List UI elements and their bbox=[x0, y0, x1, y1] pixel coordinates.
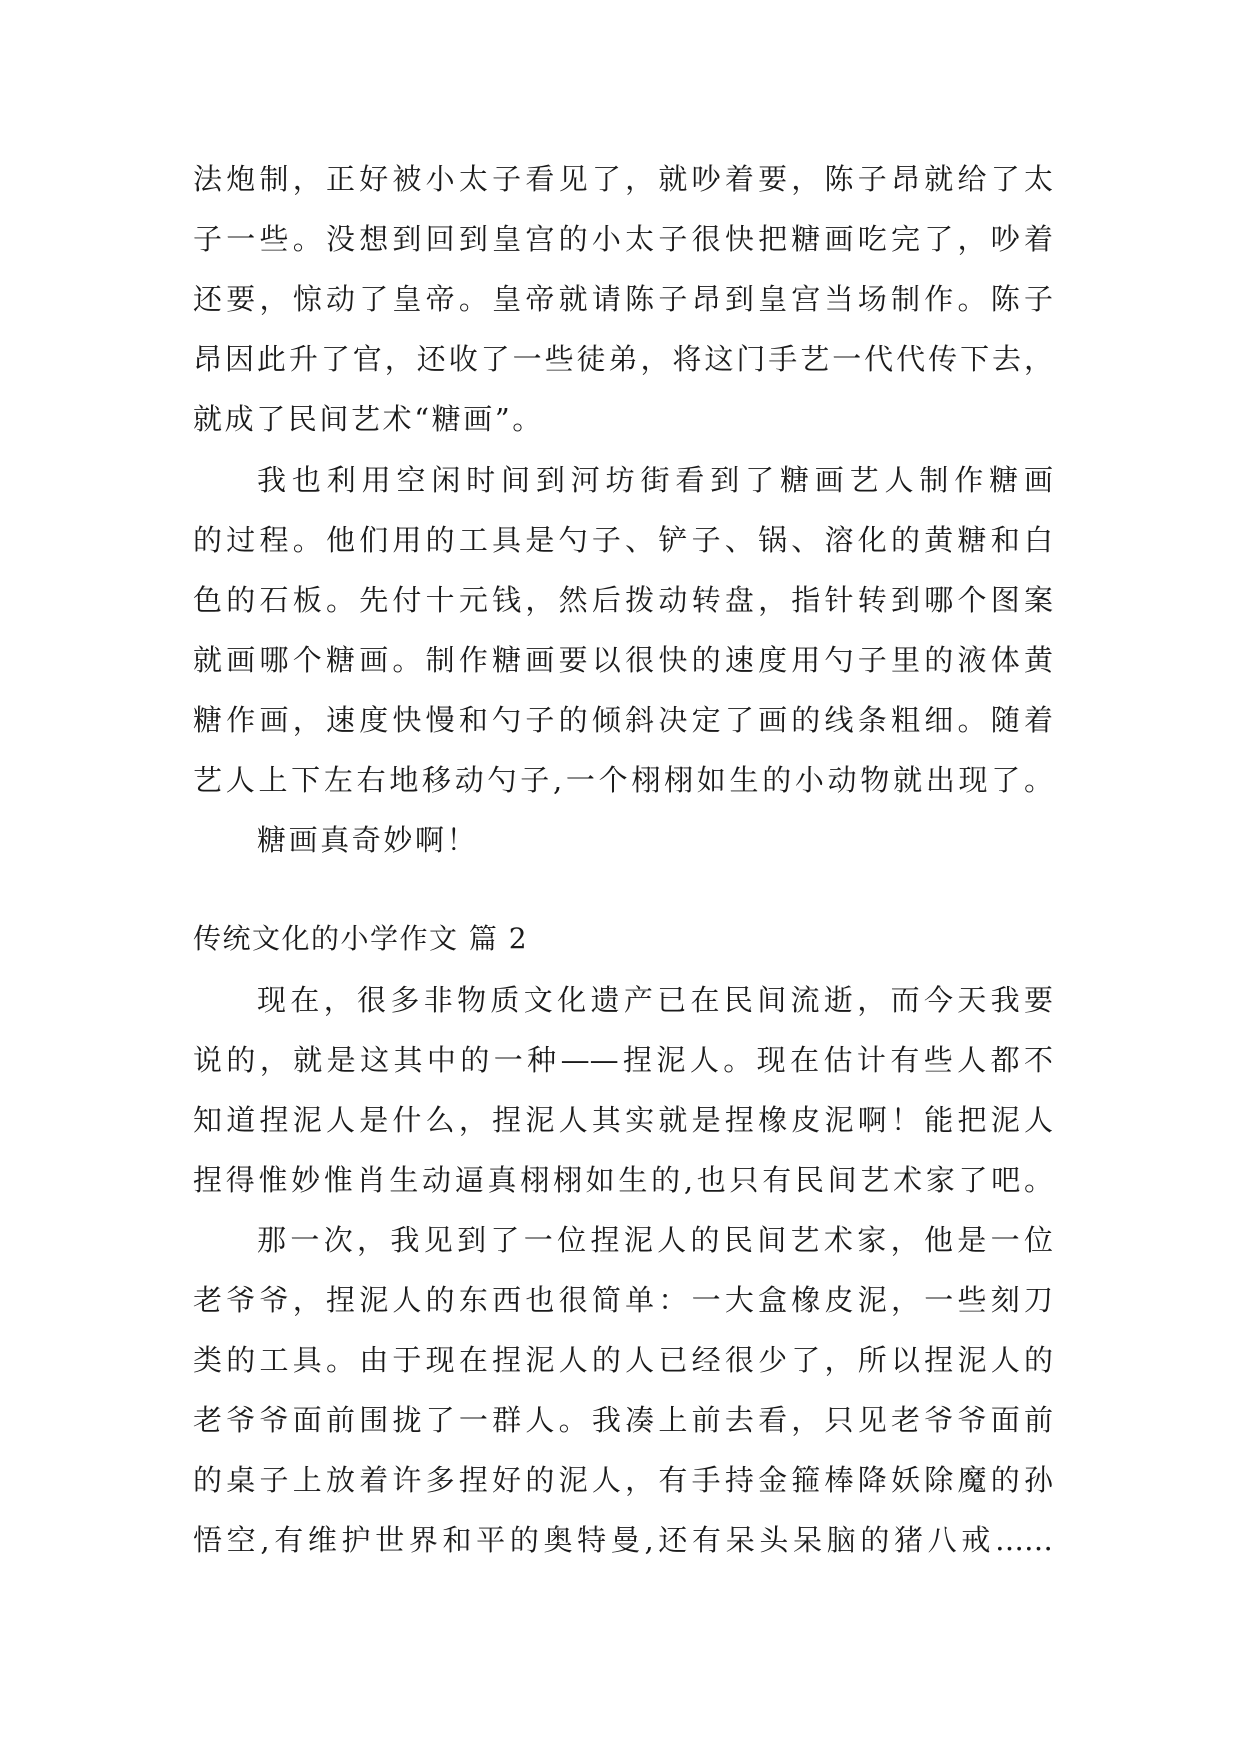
paragraph-line: 类的工具。由于现在捏泥人的人已经很少了，所以捏泥人的 bbox=[193, 1343, 1053, 1377]
paragraph-line: 的桌子上放着许多捏好的泥人，有手持金箍棒降妖除魔的孙 bbox=[193, 1463, 1053, 1497]
paragraph-line: 说的，就是这其中的一种——捏泥人。现在估计有些人都不 bbox=[193, 1043, 1053, 1077]
paragraph-line: 还要，惊动了皇帝。皇帝就请陈子昂到皇宫当场制作。陈子 bbox=[193, 282, 1053, 316]
paragraph-line: 就画哪个糖画。制作糖画要以很快的速度用勺子里的液体黄 bbox=[193, 643, 1053, 677]
paragraph-line: 老爷爷面前围拢了一群人。我凑上前去看，只见老爷爷面前 bbox=[193, 1403, 1053, 1437]
paragraph-line: 现在，很多非物质文化遗产已在民间流逝，而今天我要 bbox=[257, 983, 1053, 1017]
paragraph-line: 法炮制，正好被小太子看见了，就吵着要，陈子昂就给了太 bbox=[193, 162, 1053, 196]
paragraph-line: 糖画真奇妙啊！ bbox=[257, 823, 479, 857]
paragraph-line: 昂因此升了官，还收了一些徒弟，将这门手艺一代代传下去， bbox=[193, 342, 1053, 376]
paragraph-line: 我也利用空闲时间到河坊街看到了糖画艺人制作糖画 bbox=[257, 463, 1053, 497]
paragraph-line: 那一次，我见到了一位捏泥人的民间艺术家，他是一位 bbox=[257, 1223, 1053, 1257]
paragraph-line: 捏得惟妙惟肖生动逼真栩栩如生的,也只有民间艺术家了吧。 bbox=[193, 1163, 1053, 1197]
paragraph-line: 老爷爷，捏泥人的东西也很简单：一大盒橡皮泥，一些刻刀 bbox=[193, 1283, 1053, 1317]
paragraph-line: 糖作画，速度快慢和勺子的倾斜决定了画的线条粗细。随着 bbox=[193, 703, 1053, 737]
section-heading: 传统文化的小学作文 篇 2 bbox=[193, 922, 529, 955]
paragraph-line: 子一些。没想到回到皇宫的小太子很快把糖画吃完了，吵着 bbox=[193, 222, 1053, 256]
paragraph-line: 色的石板。先付十元钱，然后拨动转盘，指针转到哪个图案 bbox=[193, 583, 1053, 617]
paragraph-line: 的过程。他们用的工具是勺子、铲子、锅、溶化的黄糖和白 bbox=[193, 523, 1053, 557]
paragraph-line: 悟空,有维护世界和平的奥特曼,还有呆头呆脑的猪八戒…… bbox=[193, 1523, 1053, 1557]
paragraph-line: 艺人上下左右地移动勺子,一个栩栩如生的小动物就出现了。 bbox=[193, 763, 1053, 797]
paragraph-line: 知道捏泥人是什么，捏泥人其实就是捏橡皮泥啊！能把泥人 bbox=[193, 1103, 1053, 1137]
paragraph-line: 就成了民间艺术“糖画”。 bbox=[193, 402, 544, 436]
